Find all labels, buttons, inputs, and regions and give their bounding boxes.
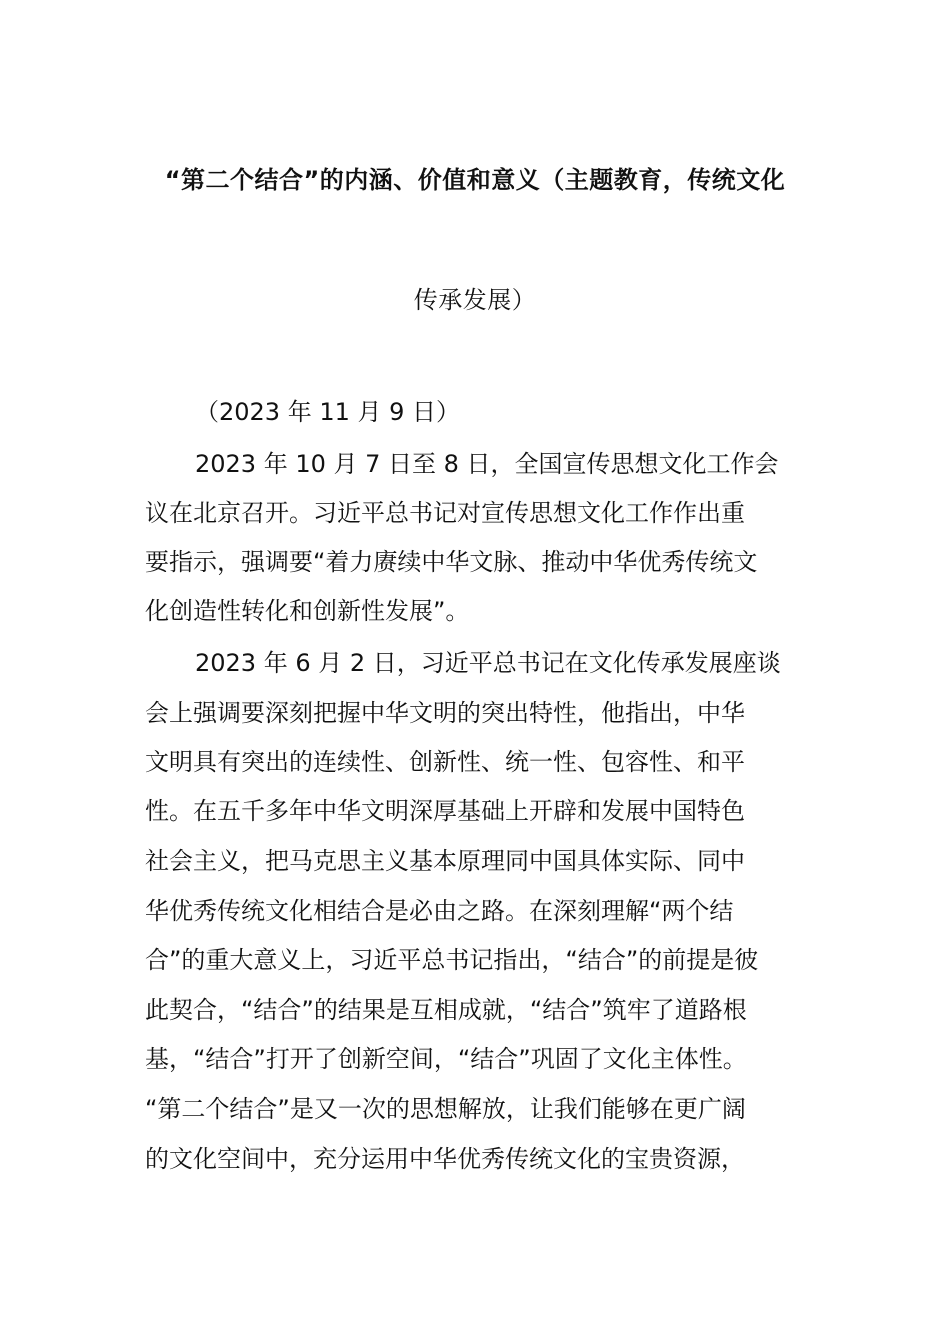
paragraph-line: 议在北京召开。习近平总书记对宣传思想文化工作作出重 xyxy=(145,499,745,527)
paragraph-line: 的文化空间中，充分运用中华优秀传统文化的宝贵资源， xyxy=(145,1145,745,1173)
paragraph-line: 会上强调要深刻把握中华文明的突出特性，他指出，中华 xyxy=(145,699,745,727)
paragraph-line: 2023 年 10 月 7 日至 8 日，全国宣传思想文化工作会 xyxy=(195,450,779,478)
document-date: （2023 年 11 月 9 日） xyxy=(195,398,461,426)
paragraph-line: “第二个结合”是又一次的思想解放，让我们能够在更广阔 xyxy=(145,1095,746,1123)
paragraph-line: 合”的重大意义上，习近平总书记指出，“结合”的前提是彼 xyxy=(145,946,759,974)
paragraph-line: 性。在五千多年中华文明深厚基础上开辟和发展中国特色 xyxy=(145,797,745,825)
document-title-line-1: “第二个结合”的内涵、价值和意义（主题教育，传统文化 xyxy=(164,166,786,194)
paragraph-line: 文明具有突出的连续性、创新性、统一性、包容性、和平 xyxy=(145,748,745,776)
paragraph-line: 要指示，强调要“着力赓续中华文脉、推动中华优秀传统文 xyxy=(145,548,758,576)
paragraph-line: 社会主义，把马克思主义基本原理同中国具体实际、同中 xyxy=(145,847,745,875)
paragraph-line: 华优秀传统文化相结合是必由之路。在深刻理解“两个结 xyxy=(145,897,734,925)
paragraph-line: 基，“结合”打开了创新空间，“结合”巩固了文化主体性。 xyxy=(145,1045,747,1073)
paragraph-line: 化创造性转化和创新性发展”。 xyxy=(145,597,470,625)
paragraph-line: 2023 年 6 月 2 日，习近平总书记在文化传承发展座谈 xyxy=(195,649,781,677)
document-title-line-2: 传承发展） xyxy=(413,286,537,314)
paragraph-line: 此契合，“结合”的结果是互相成就，“结合”筑牢了道路根 xyxy=(145,996,747,1024)
